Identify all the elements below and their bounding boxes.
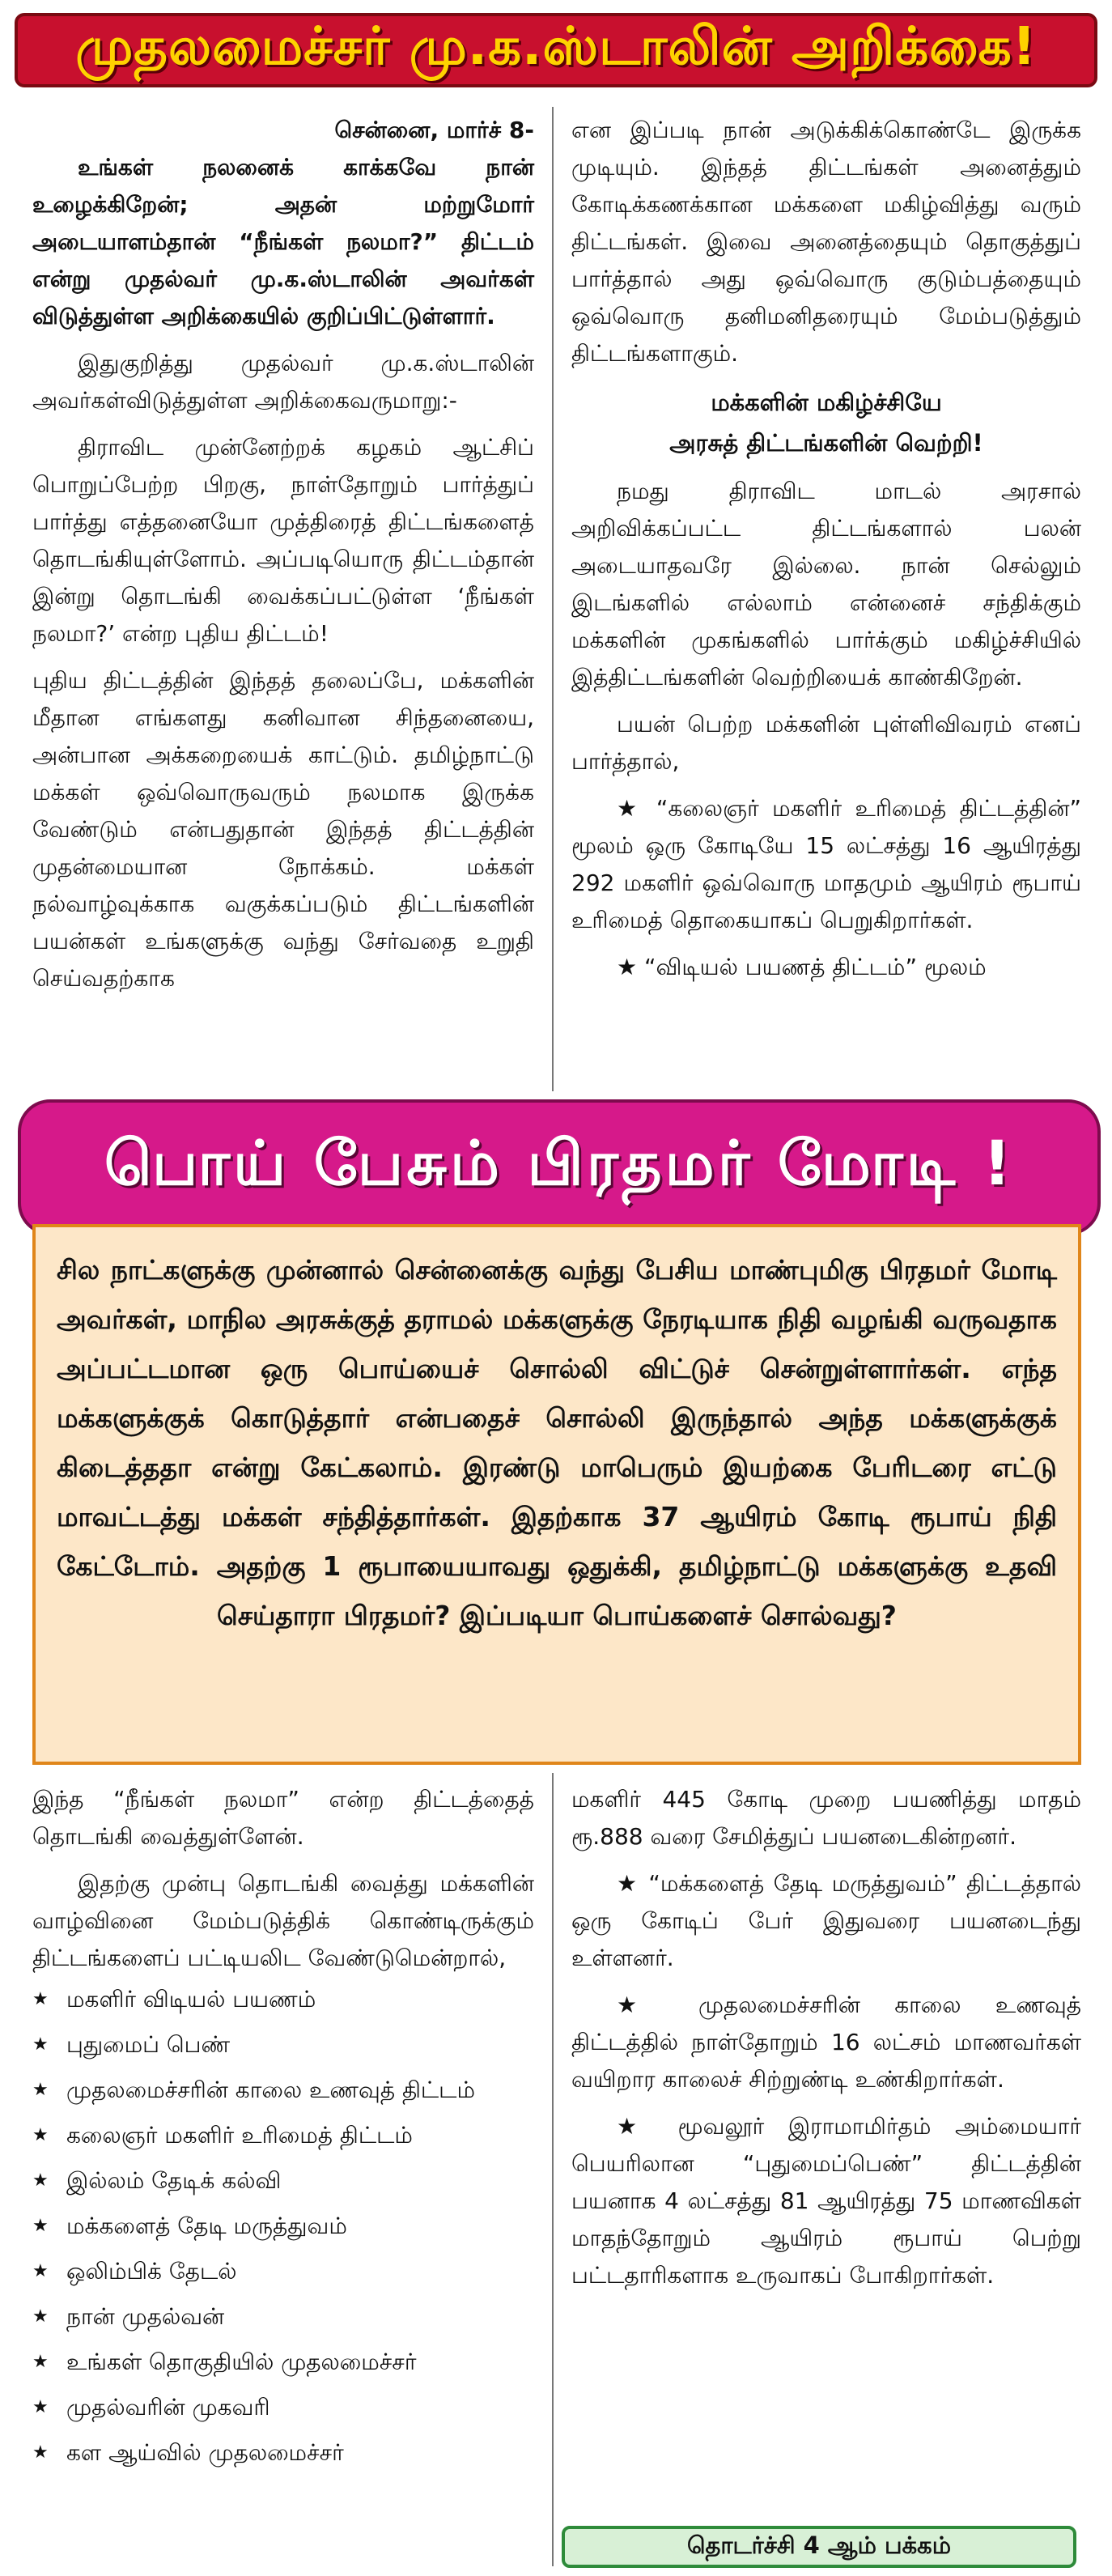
paragraph: ★ முதலமைச்சரின் காலை உணவுத் திட்டத்தில் நாள்தோறும் 16 லட்சம் மாணவர்கள் வயிறார காலைச் சிற்றுண்டி உண்கிறார்கள். bbox=[571, 1992, 1081, 2093]
dateline: சென்னை, மார்ச் 8- bbox=[334, 117, 534, 143]
list-item: ★ இல்லம் தேடிக் கல்வி bbox=[32, 2158, 534, 2204]
paragraph: ★ மூவலூர் இராமாமிர்தம் அம்மையார் பெயரிலான “புதுமைப்பெண்” திட்டத்தின் பயனாக 4 லட்சத்து 81 ஆயிரத்து 75 மாணவிகள் மாதந்தோறும் ஆயிரம் ரூபாய் பெற்று பட்டதாரிகளாக உருவாகப் போகிறார்கள். bbox=[571, 2113, 1081, 2289]
paragraph: இதற்கு முன்பு தொடங்கி வைத்து மக்களின் வாழ்வினை மேம்படுத்திக் கொண்டிருக்கும் திட்டங்களைப் பட்டியலிட வேண்டுமென்றால், bbox=[32, 1870, 534, 1971]
column-divider bbox=[552, 1773, 554, 2566]
list-item: ★ முதலமைச்சரின் காலை உணவுத் திட்டம் bbox=[32, 2068, 534, 2113]
star-icon: ★ bbox=[32, 2397, 49, 2417]
paragraph: என இப்படி நான் அடுக்கிக்கொண்டே இருக்க முடியும். இந்தத் திட்டங்கள் அனைத்தும் கோடிக்கணக்கான மக்களை மகிழ்வித்து வரும் திட்டங்கள். இவை அனைத்தையும் தொகுத்துப் பார்த்தால் அது ஒவ்வொரு குடும்பத்தையும் ஒவ்வொரு தனிமனிதரையும் மேம்படுத்தும் திட்டங்களாகும். bbox=[571, 117, 1081, 367]
highlight-box-body bbox=[32, 1224, 1081, 1765]
highlight-box-text: சில நாட்களுக்கு முன்னால் சென்னைக்கு வந்து பேசிய மாண்புமிகு பிரதமர் மோடி அவர்கள், மாநில அரசுக்குத் தராமல் மக்களுக்கு நேரடியாக நிதி வழங்கி வருவதாக அப்பட்டமான ஒரு பொய்யைச் சொல்லி விட்டுச் சென்றுள்ளார்கள். எந்த மக்களுக்குக் கொடுத்தார் என்பதைச் சொல்லி இருந்தால் அந்த மக்களுக்குக் கிடைத்ததா என்று கேட்கலாம். இரண்டு மாபெரும் இயற்கை பேரிடரை எட்டு மாவட்டத்து மக்கள் சந்தித்தார்கள். இதற்காக 37 ஆயிரம் கோடி ரூபாய் நிதி கேட்டோம். அதற்கு 1 ரூபாயையாவது ஒதுக்கி, தமிழ்நாட்டு மக்களுக்கு உதவி செய்தாரா பிரதமர்? இப்படியா பொய்களைச் சொல்வது? bbox=[57, 1254, 1057, 1631]
right-column bbox=[571, 112, 1081, 986]
paragraph: பயன் பெற்ற மக்களின் புள்ளிவிவரம் எனப் பார்த்தால், bbox=[571, 711, 1081, 775]
paragraph: ★ “கலைஞர் மகளிர் உரிமைத் திட்டத்தின்” மூலம் ஒரு கோடியே 15 லட்சத்து 16 ஆயிரத்து 292 மகளிர் ஒவ்வொரு மாதமும் ஆயிரம் ரூபாய் உரிமைத் தொகையாகப் பெறுகிறார்கள். bbox=[571, 795, 1081, 933]
list-item: ★ நான் முதல்வன் bbox=[32, 2294, 534, 2340]
bottom-right-column bbox=[571, 1781, 1081, 2294]
list-item: ★ முதல்வரின் முகவரி bbox=[32, 2385, 534, 2430]
paragraph: மகளிர் 445 கோடி முறை பயணித்து மாதம் ரூ.888 வரை சேமித்துப் பயனடைகின்றனர். bbox=[571, 1786, 1081, 1850]
list-item: ★ புதுமைப் பெண் bbox=[32, 2022, 534, 2068]
continued-on-page-box bbox=[562, 2526, 1076, 2568]
highlight-box-title: பொய் பேசும் பிரதமர் மோடி ! bbox=[104, 1127, 1015, 1199]
lead-paragraph: உங்கள் நலனைக் காக்கவே நான் உழைக்கிறேன்; அதன் மற்றுமோர் அடையாளம்தான் “நீங்கள் நலமா?” திட்டம் என்று முதல்வர் மு.க.ஸ்டாலின் அவர்கள் விடுத்துள்ள அறிக்கையில் குறிப்பிட்டுள்ளார். bbox=[32, 154, 534, 329]
headline-banner-bg bbox=[15, 13, 1097, 87]
column-divider bbox=[552, 107, 554, 1091]
bottom-left-column bbox=[32, 1781, 534, 2476]
star-icon: ★ bbox=[32, 1989, 49, 2009]
list-item: ★ மக்களைத் தேடி மருத்துவம் bbox=[32, 2204, 534, 2249]
star-icon: ★ bbox=[32, 2442, 49, 2463]
list-item: ★ கள ஆய்வில் முதலமைச்சர் bbox=[32, 2430, 534, 2476]
paragraph: ★ “மக்களைத் தேடி மருத்துவம்” திட்டத்தால் ஒரு கோடிப் பேர் இதுவரை பயனடைந்து உள்ளனர். bbox=[571, 1870, 1081, 1971]
subheading: அரசுத் திட்டங்களின் வெற்றி! bbox=[669, 429, 983, 457]
paragraph: புதிய திட்டத்தின் இந்தத் தலைப்பே, மக்களின் மீதான எங்களது கனிவான சிந்தனையை, அன்பான அக்கறையைக் காட்டும். தமிழ்நாட்டு மக்கள் ஒவ்வொருவரும் நலமாக இருக்க வேண்டும் என்பதுதான் இந்தத் திட்டத்தின் முதன்மையான நோக்கம். மக்கள் நல்வாழ்வுக்காக வகுக்கப்படும் திட்டங்களின் பயன்கள் உங்களுக்கு வந்து சேர்வதை உறுதி செய்வதற்காக bbox=[32, 667, 534, 992]
continued-on-page-label: தொடர்ச்சி 4 ஆம் பக்கம் bbox=[686, 2531, 952, 2559]
star-icon: ★ bbox=[32, 2034, 49, 2055]
paragraph: திராவிட முன்னேற்றக் கழகம் ஆட்சிப் பொறுப்பேற்ற பிறகு, நாள்தோறும் பார்த்துப் பார்த்து எத்தனையோ முத்திரைத் திட்டங்களைத் தொடங்கியுள்ளோம். அப்படியொரு திட்டம்தான் இன்று தொடங்கி வைக்கப்பட்டுள்ள ‘நீங்கள் நலமா?’ என்ற புதிய திட்டம்! bbox=[32, 434, 534, 647]
star-icon: ★ bbox=[32, 2352, 49, 2372]
headline-banner bbox=[5, 5, 1107, 96]
star-icon: ★ bbox=[32, 2261, 49, 2281]
paragraph: இதுகுறித்து முதல்வர் மு.க.ஸ்டாலின் அவர்கள்விடுத்துள்ள அறிக்கைவருமாறு:- bbox=[32, 350, 534, 414]
star-icon: ★ bbox=[32, 2080, 49, 2100]
highlight-box-header bbox=[18, 1099, 1101, 1235]
subheading: மக்களின் மகிழ்ச்சியே bbox=[711, 389, 942, 416]
list-item: ★ ஒலிம்பிக் தேடல் bbox=[32, 2249, 534, 2294]
list-item: ★ மகளிர் விடியல் பயணம் bbox=[32, 1977, 534, 2022]
star-icon: ★ bbox=[32, 2125, 49, 2145]
headline-title: முதலமைச்சர் மு.க.ஸ்டாலின் அறிக்கை! bbox=[75, 17, 1037, 77]
paragraph: நமது திராவிட மாடல் அரசால் அறிவிக்கப்பட்ட திட்டங்களால் பலன் அடையாதவரே இல்லை. நான் செல்லும் இடங்களில் எல்லாம் என்னைச் சந்திக்கும் மக்களின் முகங்களில் பார்க்கும் மகிழ்ச்சியில் இத்திட்டங்களின் வெற்றியைக் காண்கிறேன். bbox=[571, 478, 1081, 691]
list-item: ★ உங்கள் தொகுதியில் முதலமைச்சர் bbox=[32, 2340, 534, 2385]
left-column bbox=[32, 112, 534, 997]
star-icon: ★ bbox=[32, 2216, 49, 2236]
star-icon: ★ bbox=[32, 2170, 49, 2191]
list-item: ★ கலைஞர் மகளிர் உரிமைத் திட்டம் bbox=[32, 2113, 534, 2158]
paragraph: ★ “விடியல் பயணத் திட்டம்” மூலம் bbox=[617, 954, 987, 980]
paragraph: இந்த “நீங்கள் நலமா” என்ற திட்டத்தைத் தொடங்கி வைத்துள்ளேன். bbox=[32, 1786, 534, 1850]
star-icon: ★ bbox=[32, 2306, 49, 2327]
scheme-list bbox=[32, 1977, 534, 2476]
